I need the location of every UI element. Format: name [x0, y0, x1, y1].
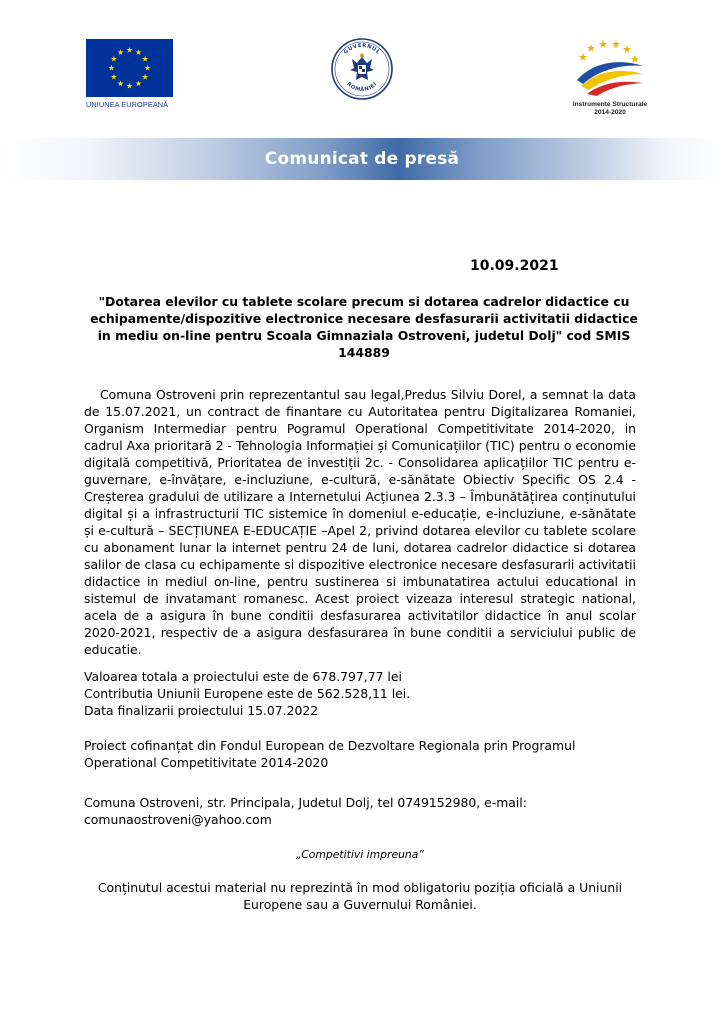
- contact-email[interactable]: comunaostroveni@yahoo.com: [84, 812, 272, 827]
- structural-instruments-caption: [563, 101, 657, 117]
- cofinancing-note: [84, 737, 636, 771]
- contact-address: Comuna Ostroveni, str. Principala, Judetul Dolj, tel 0749152980, e-mail:: [84, 795, 527, 810]
- press-release-banner: [0, 138, 724, 180]
- banner-title: Comunicat de presă: [264, 149, 460, 169]
- svg-text:ROMÂNIEI: ROMÂNIEI: [345, 81, 379, 94]
- is-caption-line2: 2014-2020: [594, 109, 626, 116]
- eu-contribution: Contributia Uniunii Europene este de 562.528,11 lei.: [84, 686, 411, 701]
- total-value: Valoarea totala a proiectului este de 678.797,77 lei: [84, 669, 402, 684]
- release-date: 10.09.2021: [470, 258, 559, 274]
- project-title-line: 144889: [338, 345, 390, 360]
- project-title-line: echipamente/dispozitive electronice necesare desfasurarii activitatii didactice: [90, 311, 638, 326]
- slogan: „Competitivi impreuna”: [295, 848, 424, 861]
- eu-logo: [86, 39, 173, 111]
- structural-instruments-logo: [563, 36, 657, 122]
- cofinancing-line: Proiect cofinanțat din Fondul European de Dezvoltare Regionala prin Programul: [84, 738, 576, 753]
- eu-logo-caption: UNIUNEA EUROPEANĂ: [86, 100, 169, 109]
- disclaimer: [84, 879, 636, 913]
- romanian-government-logo: [330, 37, 394, 101]
- eu-flag-icon: [86, 39, 173, 97]
- project-title-line: "Dotarea elevilor cu tablete scolare precum si dotarea cadrelor didactice cu: [98, 294, 630, 309]
- structural-instruments-icon: [563, 36, 657, 100]
- end-date: Data finalizarii proiectului 15.07.2022: [84, 703, 319, 718]
- cofinancing-line: Operational Competitivitate 2014-2020: [84, 755, 329, 770]
- disclaimer-line: Conținutul acestui material nu reprezintă în mod obligatoriu poziția oficială a Uniunii: [97, 880, 623, 895]
- government-seal-icon: [330, 37, 394, 101]
- project-values: [84, 668, 636, 719]
- contact-info: [84, 794, 636, 828]
- is-caption-line1: Instrumente Structurale: [572, 101, 648, 108]
- project-title: [84, 293, 644, 361]
- svg-text:GUVERNUL: GUVERNUL: [342, 42, 382, 56]
- main-paragraph: Comuna Ostroveni prin reprezentantul sau legal,Predus Silviu Dorel, a semnat la data de 15.07.2021, un contract de finantare cu Autoritatea pentru Digitalizarea Romaniei, Organism Intermediar pentru Pogramul Operational Competitivitate 2014-2020, in cadrul Axa prioritară 2 - Tehnologia Informației și Comunicațiilor (TIC) pentru o economie digitală competitivă, Prioritatea de investiții 2c. - Consolidarea aplicațiilor TIC pentru e-guvernare, e-învățare, e-incluziune, e-cultură, e-sănătate Obiectiv Specific OS 2.4 - Creșterea gradului de utilizare a Internetului Acțiunea 2.3.3 – Îmbunătățirea conținutului digital și a infrastructurii TIC sistemice în domeniul e-educație, e-incluziune, e-sănătate și e-cultură – SECȚIUNEA E-EDUCAȚIE –Apel 2, privind dotarea elevilor cu tablete scolare cu abonament lunar la internet pentru 24 de luni, dotarea cadrelor didactice si dotarea salilor de clasa cu echipamente si dispozitive electronice necesare desfasurarii activitatii didactice in mediul on-line, pentru sustinerea si imbunatatirea actului educational in sistemul de invatamant romanesc. Acest proiect vizeaza interesul strategic national, acela de a asigura în bune conditii desfasurarea activitatilor didactice în anul scolar 2020-2021, respectiv de a asigura desfasurarea în bune conditii a serviciului public de educatie.: [84, 387, 636, 657]
- disclaimer-line: Europene sau a Guvernului României.: [243, 897, 477, 912]
- project-title-line: in mediu on-line pentru Scoala Gimnaziala Ostroveni, judetul Dolj" cod SMIS: [97, 328, 631, 343]
